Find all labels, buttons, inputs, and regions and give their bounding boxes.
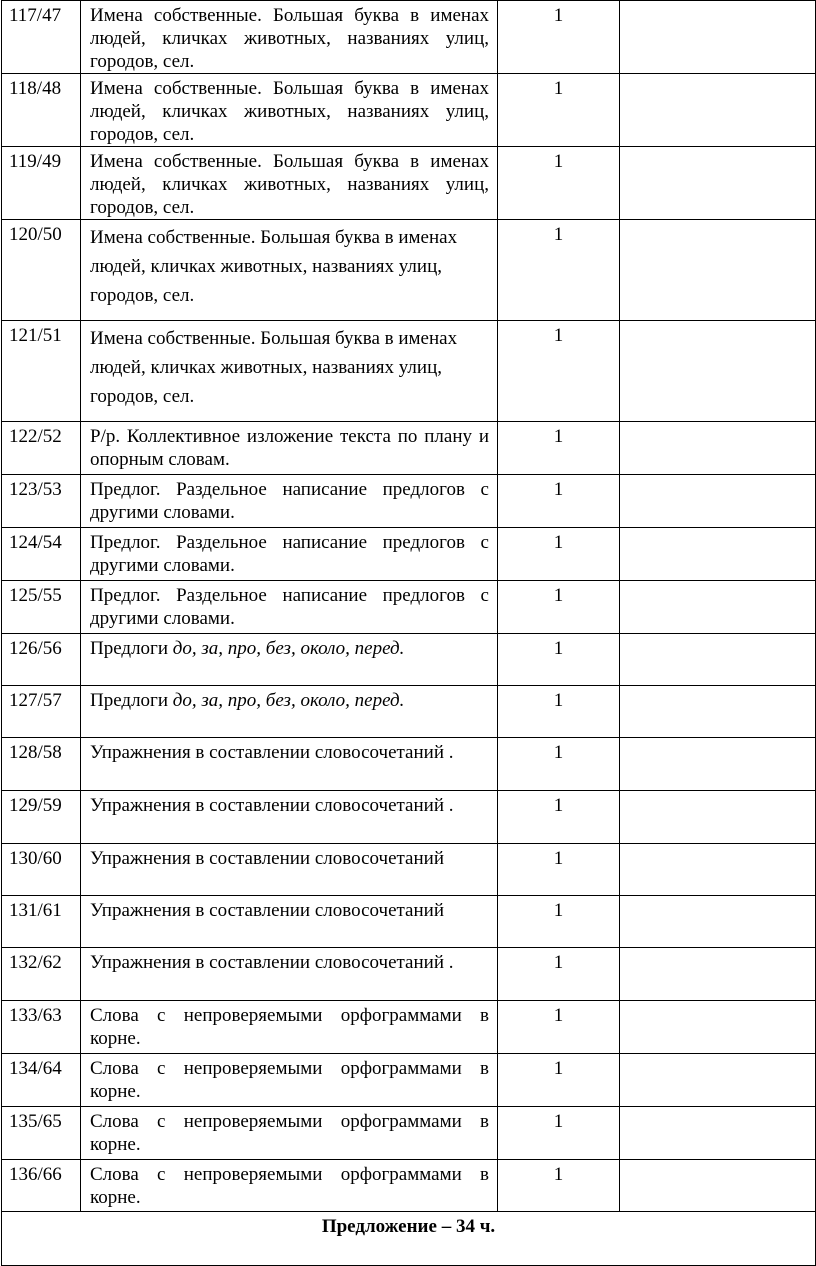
lesson-hours: 1 (498, 422, 620, 475)
lesson-hours: 1 (498, 738, 620, 791)
lesson-number: 124/54 (2, 528, 81, 581)
table-row (2, 321, 816, 422)
lesson-plan-body (2, 1, 816, 1212)
lesson-topic (81, 422, 498, 475)
lesson-hours: 1 (498, 1054, 620, 1107)
lesson-hours: 1 (498, 896, 620, 948)
lesson-topic (81, 321, 498, 422)
lesson-topic-text: Упражнения в составлении словосочетаний . (90, 742, 454, 763)
lesson-topic (81, 1107, 498, 1160)
lesson-hours: 1 (498, 1160, 620, 1212)
table-row (2, 844, 816, 896)
section-footer-row (2, 1212, 816, 1266)
lesson-date-cell (620, 738, 816, 791)
table-row (2, 581, 816, 634)
lesson-topic-text: Р/р. Коллективное изложение текста по плану и опорным словам. (90, 426, 489, 470)
lesson-number: 127/57 (2, 686, 81, 738)
lesson-plan-table (1, 0, 816, 1266)
lesson-topic-text: Слова с непроверяемыми орфограммами в корне. (90, 1164, 489, 1208)
lesson-topic-text: Упражнения в составлении словосочетаний (90, 848, 444, 869)
lesson-hours: 1 (498, 686, 620, 738)
lesson-hours: 1 (498, 475, 620, 528)
lesson-date-cell (620, 1160, 816, 1212)
lesson-topic (81, 528, 498, 581)
lesson-topic (81, 147, 498, 220)
lesson-hours: 1 (498, 1001, 620, 1054)
lesson-topic (81, 634, 498, 686)
lesson-number: 134/64 (2, 1054, 81, 1107)
lesson-hours: 1 (498, 581, 620, 634)
lesson-topic-text: Упражнения в составлении словосочетаний . (90, 952, 454, 973)
lesson-topic (81, 1001, 498, 1054)
lesson-topic (81, 738, 498, 791)
lesson-topic-text: Упражнения в составлении словосочетаний (90, 900, 444, 921)
lesson-date-cell (620, 686, 816, 738)
table-row (2, 528, 816, 581)
lesson-number: 118/48 (2, 74, 81, 147)
lesson-topic (81, 1, 498, 74)
table-row (2, 475, 816, 528)
table-row (2, 791, 816, 844)
lesson-topic (81, 948, 498, 1001)
lesson-date-cell (620, 948, 816, 1001)
lesson-hours: 1 (498, 948, 620, 1001)
lesson-topic-text: Предлог. Раздельное написание предлогов с другими словами. (90, 479, 489, 523)
table-row (2, 147, 816, 220)
lesson-topic (81, 791, 498, 844)
lesson-topic-text: Предлог. Раздельное написание предлогов с другими словами. (90, 532, 489, 576)
lesson-hours: 1 (498, 220, 620, 321)
lesson-number: 136/66 (2, 1160, 81, 1212)
lesson-topic-text: Предлоги (90, 638, 173, 659)
lesson-date-cell (620, 220, 816, 321)
lesson-date-cell (620, 634, 816, 686)
lesson-topic-examples: до, за, про, без, около, перед. (172, 638, 405, 659)
lesson-date-cell (620, 896, 816, 948)
lesson-number: 128/58 (2, 738, 81, 791)
lesson-hours: 1 (498, 844, 620, 896)
table-row (2, 686, 816, 738)
lesson-topic (81, 475, 498, 528)
lesson-topic-text: Упражнения в составлении словосочетаний . (90, 795, 454, 816)
lesson-topic-text: Имена собственные. Большая буква в именах людей, кличках животных, названиях улиц, городов, сел. (90, 227, 458, 306)
lesson-date-cell (620, 844, 816, 896)
lesson-date-cell (620, 147, 816, 220)
lesson-date-cell (620, 74, 816, 147)
lesson-hours: 1 (498, 321, 620, 422)
lesson-date-cell (620, 475, 816, 528)
lesson-topic (81, 896, 498, 948)
lesson-topic-text: Имена собственные. Большая буква в именах людей, кличках животных, названиях улиц, городов, сел. (90, 78, 489, 145)
lesson-topic-text: Предлоги (90, 690, 173, 711)
lesson-number: 125/55 (2, 581, 81, 634)
lesson-topic (81, 220, 498, 321)
lesson-number: 130/60 (2, 844, 81, 896)
lesson-hours: 1 (498, 791, 620, 844)
lesson-date-cell (620, 422, 816, 475)
table-row (2, 220, 816, 321)
lesson-number: 132/62 (2, 948, 81, 1001)
lesson-date-cell (620, 528, 816, 581)
lesson-number: 126/56 (2, 634, 81, 686)
lesson-topic (81, 74, 498, 147)
lesson-topic-examples: до, за, про, без, около, перед. (172, 690, 405, 711)
lesson-hours: 1 (498, 634, 620, 686)
lesson-topic-text: Имена собственные. Большая буква в именах людей, кличках животных, названиях улиц, городов, сел. (90, 151, 489, 218)
table-row (2, 422, 816, 475)
table-row (2, 1054, 816, 1107)
lesson-topic-text: Слова с непроверяемыми орфограммами в корне. (90, 1111, 489, 1155)
lesson-number: 119/49 (2, 147, 81, 220)
lesson-number: 135/65 (2, 1107, 81, 1160)
lesson-date-cell (620, 581, 816, 634)
lesson-number: 133/63 (2, 1001, 81, 1054)
lesson-date-cell (620, 791, 816, 844)
lesson-topic-text: Имена собственные. Большая буква в именах людей, кличках животных, названиях улиц, городов, сел. (90, 328, 458, 407)
lesson-date-cell (620, 1107, 816, 1160)
table-row (2, 1107, 816, 1160)
lesson-number: 120/50 (2, 220, 81, 321)
table-row (2, 948, 816, 1001)
lesson-number: 121/51 (2, 321, 81, 422)
lesson-topic-text: Имена собственные. Большая буква в именах людей, кличках животных, названиях улиц, городов, сел. (90, 5, 489, 72)
lesson-hours: 1 (498, 147, 620, 220)
table-row (2, 1160, 816, 1212)
lesson-number: 117/47 (2, 1, 81, 74)
lesson-topic (81, 581, 498, 634)
lesson-topic-text: Слова с непроверяемыми орфограммами в корне. (90, 1058, 489, 1102)
lesson-hours: 1 (498, 528, 620, 581)
table-row (2, 1, 816, 74)
lesson-date-cell (620, 321, 816, 422)
lesson-hours: 1 (498, 1, 620, 74)
lesson-topic (81, 844, 498, 896)
lesson-number: 122/52 (2, 422, 81, 475)
lesson-topic-text: Слова с непроверяемыми орфограммами в корне. (90, 1005, 489, 1049)
lesson-topic (81, 1054, 498, 1107)
lesson-number: 123/53 (2, 475, 81, 528)
section-title: Предложение – 34 ч. (2, 1212, 816, 1266)
table-row (2, 74, 816, 147)
lesson-topic (81, 686, 498, 738)
lesson-hours: 1 (498, 1107, 620, 1160)
lesson-date-cell (620, 1054, 816, 1107)
lesson-date-cell (620, 1001, 816, 1054)
lesson-date-cell (620, 1, 816, 74)
table-row (2, 634, 816, 686)
table-row (2, 896, 816, 948)
table-row (2, 1001, 816, 1054)
table-row (2, 738, 816, 791)
lesson-topic-text: Предлог. Раздельное написание предлогов с другими словами. (90, 585, 489, 629)
lesson-hours: 1 (498, 74, 620, 147)
lesson-topic (81, 1160, 498, 1212)
lesson-number: 129/59 (2, 791, 81, 844)
lesson-number: 131/61 (2, 896, 81, 948)
